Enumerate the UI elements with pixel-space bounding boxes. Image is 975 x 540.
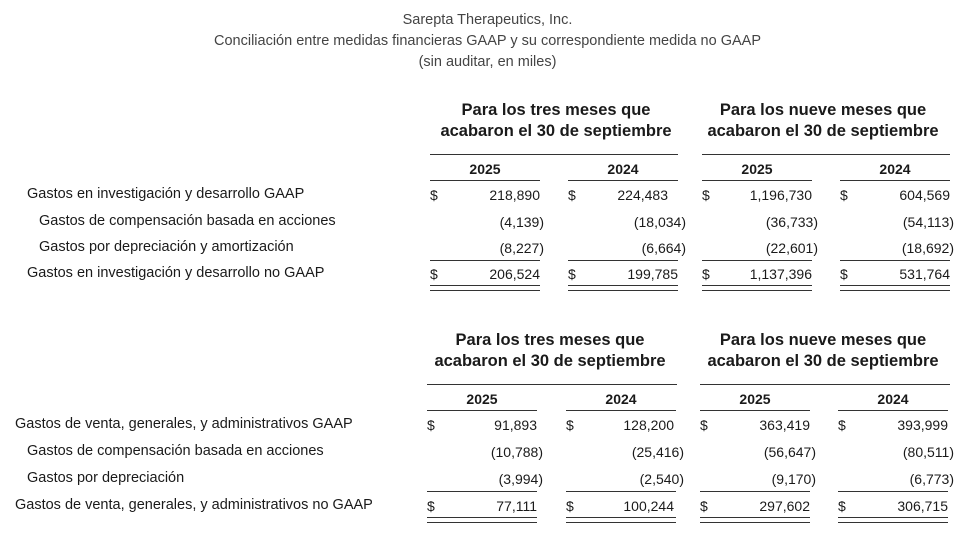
value-cell: 1,196,730 <box>749 187 812 203</box>
value-cell: (22,601) <box>765 240 818 256</box>
total-double-rule <box>700 517 810 523</box>
value-cell: 224,483 <box>617 187 668 203</box>
total-double-rule <box>430 285 540 291</box>
header-rule <box>702 154 950 155</box>
currency-symbol: $ <box>566 417 574 433</box>
value-cell: 91,893 <box>494 417 537 433</box>
report-note: (sin auditar, en miles) <box>418 54 557 70</box>
value-cell: (25,416) <box>631 444 684 460</box>
currency-symbol: $ <box>700 498 708 514</box>
year-header-2024: 2024 <box>605 391 637 407</box>
column-rule <box>838 410 948 411</box>
subtotal-rule <box>840 260 950 261</box>
year-header-2025: 2025 <box>469 161 501 177</box>
column-rule <box>568 180 678 181</box>
value-cell: (80,511) <box>902 444 954 460</box>
value-cell: 218,890 <box>489 187 540 203</box>
row-label-rd-non-gaap: Gastos en investigación y desarrollo no GAAP <box>27 265 325 281</box>
value-cell: 604,569 <box>899 187 950 203</box>
row-label-depreciation-amortization: Gastos por depreciación y amortización <box>39 239 294 255</box>
column-rule <box>702 180 812 181</box>
header-rule <box>427 384 677 385</box>
value-cell: (8,227) <box>499 240 544 256</box>
value-cell: 531,764 <box>899 266 950 282</box>
value-cell: 206,524 <box>489 266 540 282</box>
value-cell: 393,999 <box>897 417 948 433</box>
subtotal-rule <box>700 491 810 492</box>
value-cell: 306,715 <box>897 498 948 514</box>
total-double-rule <box>566 517 676 523</box>
value-cell: (9,170) <box>771 471 816 487</box>
year-header-2025: 2025 <box>739 391 771 407</box>
value-cell: (56,647) <box>763 444 816 460</box>
currency-symbol: $ <box>430 266 438 282</box>
row-label-sga-non-gaap: Gastos de venta, generales, y administrativos no GAAP <box>15 497 373 513</box>
row-label-depreciation: Gastos por depreciación <box>27 470 185 486</box>
currency-symbol: $ <box>702 187 710 203</box>
row-label-sga-gaap: Gastos de venta, generales, y administrativos GAAP <box>15 416 353 432</box>
column-rule <box>430 180 540 181</box>
value-cell: 77,111 <box>496 498 537 514</box>
total-double-rule <box>702 285 812 291</box>
currency-symbol: $ <box>568 187 576 203</box>
row-label-rd-gaap: Gastos en investigación y desarrollo GAAP <box>27 186 305 202</box>
subtotal-rule <box>838 491 948 492</box>
year-header-2025: 2025 <box>741 161 773 177</box>
value-cell: 100,244 <box>623 498 674 514</box>
currency-symbol: $ <box>566 498 574 514</box>
header-rule <box>700 384 950 385</box>
value-cell: 297,602 <box>759 498 810 514</box>
currency-symbol: $ <box>568 266 576 282</box>
currency-symbol: $ <box>700 417 708 433</box>
value-cell: 363,419 <box>759 417 810 433</box>
value-cell: 128,200 <box>623 417 674 433</box>
subtotal-rule <box>702 260 812 261</box>
value-cell: (4,139) <box>499 214 544 230</box>
three-months-header: Para los tres meses que acabaron el 30 de septiembre <box>440 101 672 140</box>
nine-months-header: Para los nueve meses que acabaron el 30 de septiembre <box>707 331 939 370</box>
total-double-rule <box>427 517 537 523</box>
value-cell: (18,034) <box>633 214 686 230</box>
currency-symbol: $ <box>430 187 438 203</box>
value-cell: 199,785 <box>627 266 678 282</box>
currency-symbol: $ <box>838 498 846 514</box>
value-cell: (2,540) <box>639 471 684 487</box>
value-cell: (36,733) <box>765 214 818 230</box>
value-cell: 1,137,396 <box>749 266 812 282</box>
value-cell: (3,994) <box>498 471 543 487</box>
year-header-2024: 2024 <box>607 161 639 177</box>
company-name: Sarepta Therapeutics, Inc. <box>402 12 573 28</box>
currency-symbol: $ <box>702 266 710 282</box>
year-header-2025: 2025 <box>466 391 498 407</box>
currency-symbol: $ <box>838 417 846 433</box>
header-rule <box>430 154 678 155</box>
report-subtitle: Conciliación entre medidas financieras GAAP y su correspondiente medida no GAAP <box>214 33 761 49</box>
subtotal-rule <box>427 491 537 492</box>
column-rule <box>700 410 810 411</box>
column-rule <box>840 180 950 181</box>
value-cell: (10,788) <box>490 444 543 460</box>
three-months-header: Para los tres meses que acabaron el 30 de septiembre <box>434 331 666 370</box>
currency-symbol: $ <box>840 266 848 282</box>
currency-symbol: $ <box>427 417 435 433</box>
subtotal-rule <box>568 260 678 261</box>
currency-symbol: $ <box>840 187 848 203</box>
value-cell: (54,113) <box>902 214 954 230</box>
value-cell: (18,692) <box>901 240 954 256</box>
column-rule <box>566 410 676 411</box>
value-cell: (6,664) <box>641 240 686 256</box>
value-cell: (6,773) <box>909 471 954 487</box>
subtotal-rule <box>566 491 676 492</box>
currency-symbol: $ <box>427 498 435 514</box>
total-double-rule <box>568 285 678 291</box>
total-double-rule <box>840 285 950 291</box>
column-rule <box>427 410 537 411</box>
total-double-rule <box>838 517 948 523</box>
row-label-stock-comp: Gastos de compensación basada en acciones <box>39 213 336 229</box>
year-header-2024: 2024 <box>877 391 909 407</box>
year-header-2024: 2024 <box>879 161 911 177</box>
nine-months-header: Para los nueve meses que acabaron el 30 de septiembre <box>707 101 939 140</box>
report-title-block <box>0 10 975 73</box>
row-label-stock-comp: Gastos de compensación basada en acciones <box>27 443 324 459</box>
subtotal-rule <box>430 260 540 261</box>
